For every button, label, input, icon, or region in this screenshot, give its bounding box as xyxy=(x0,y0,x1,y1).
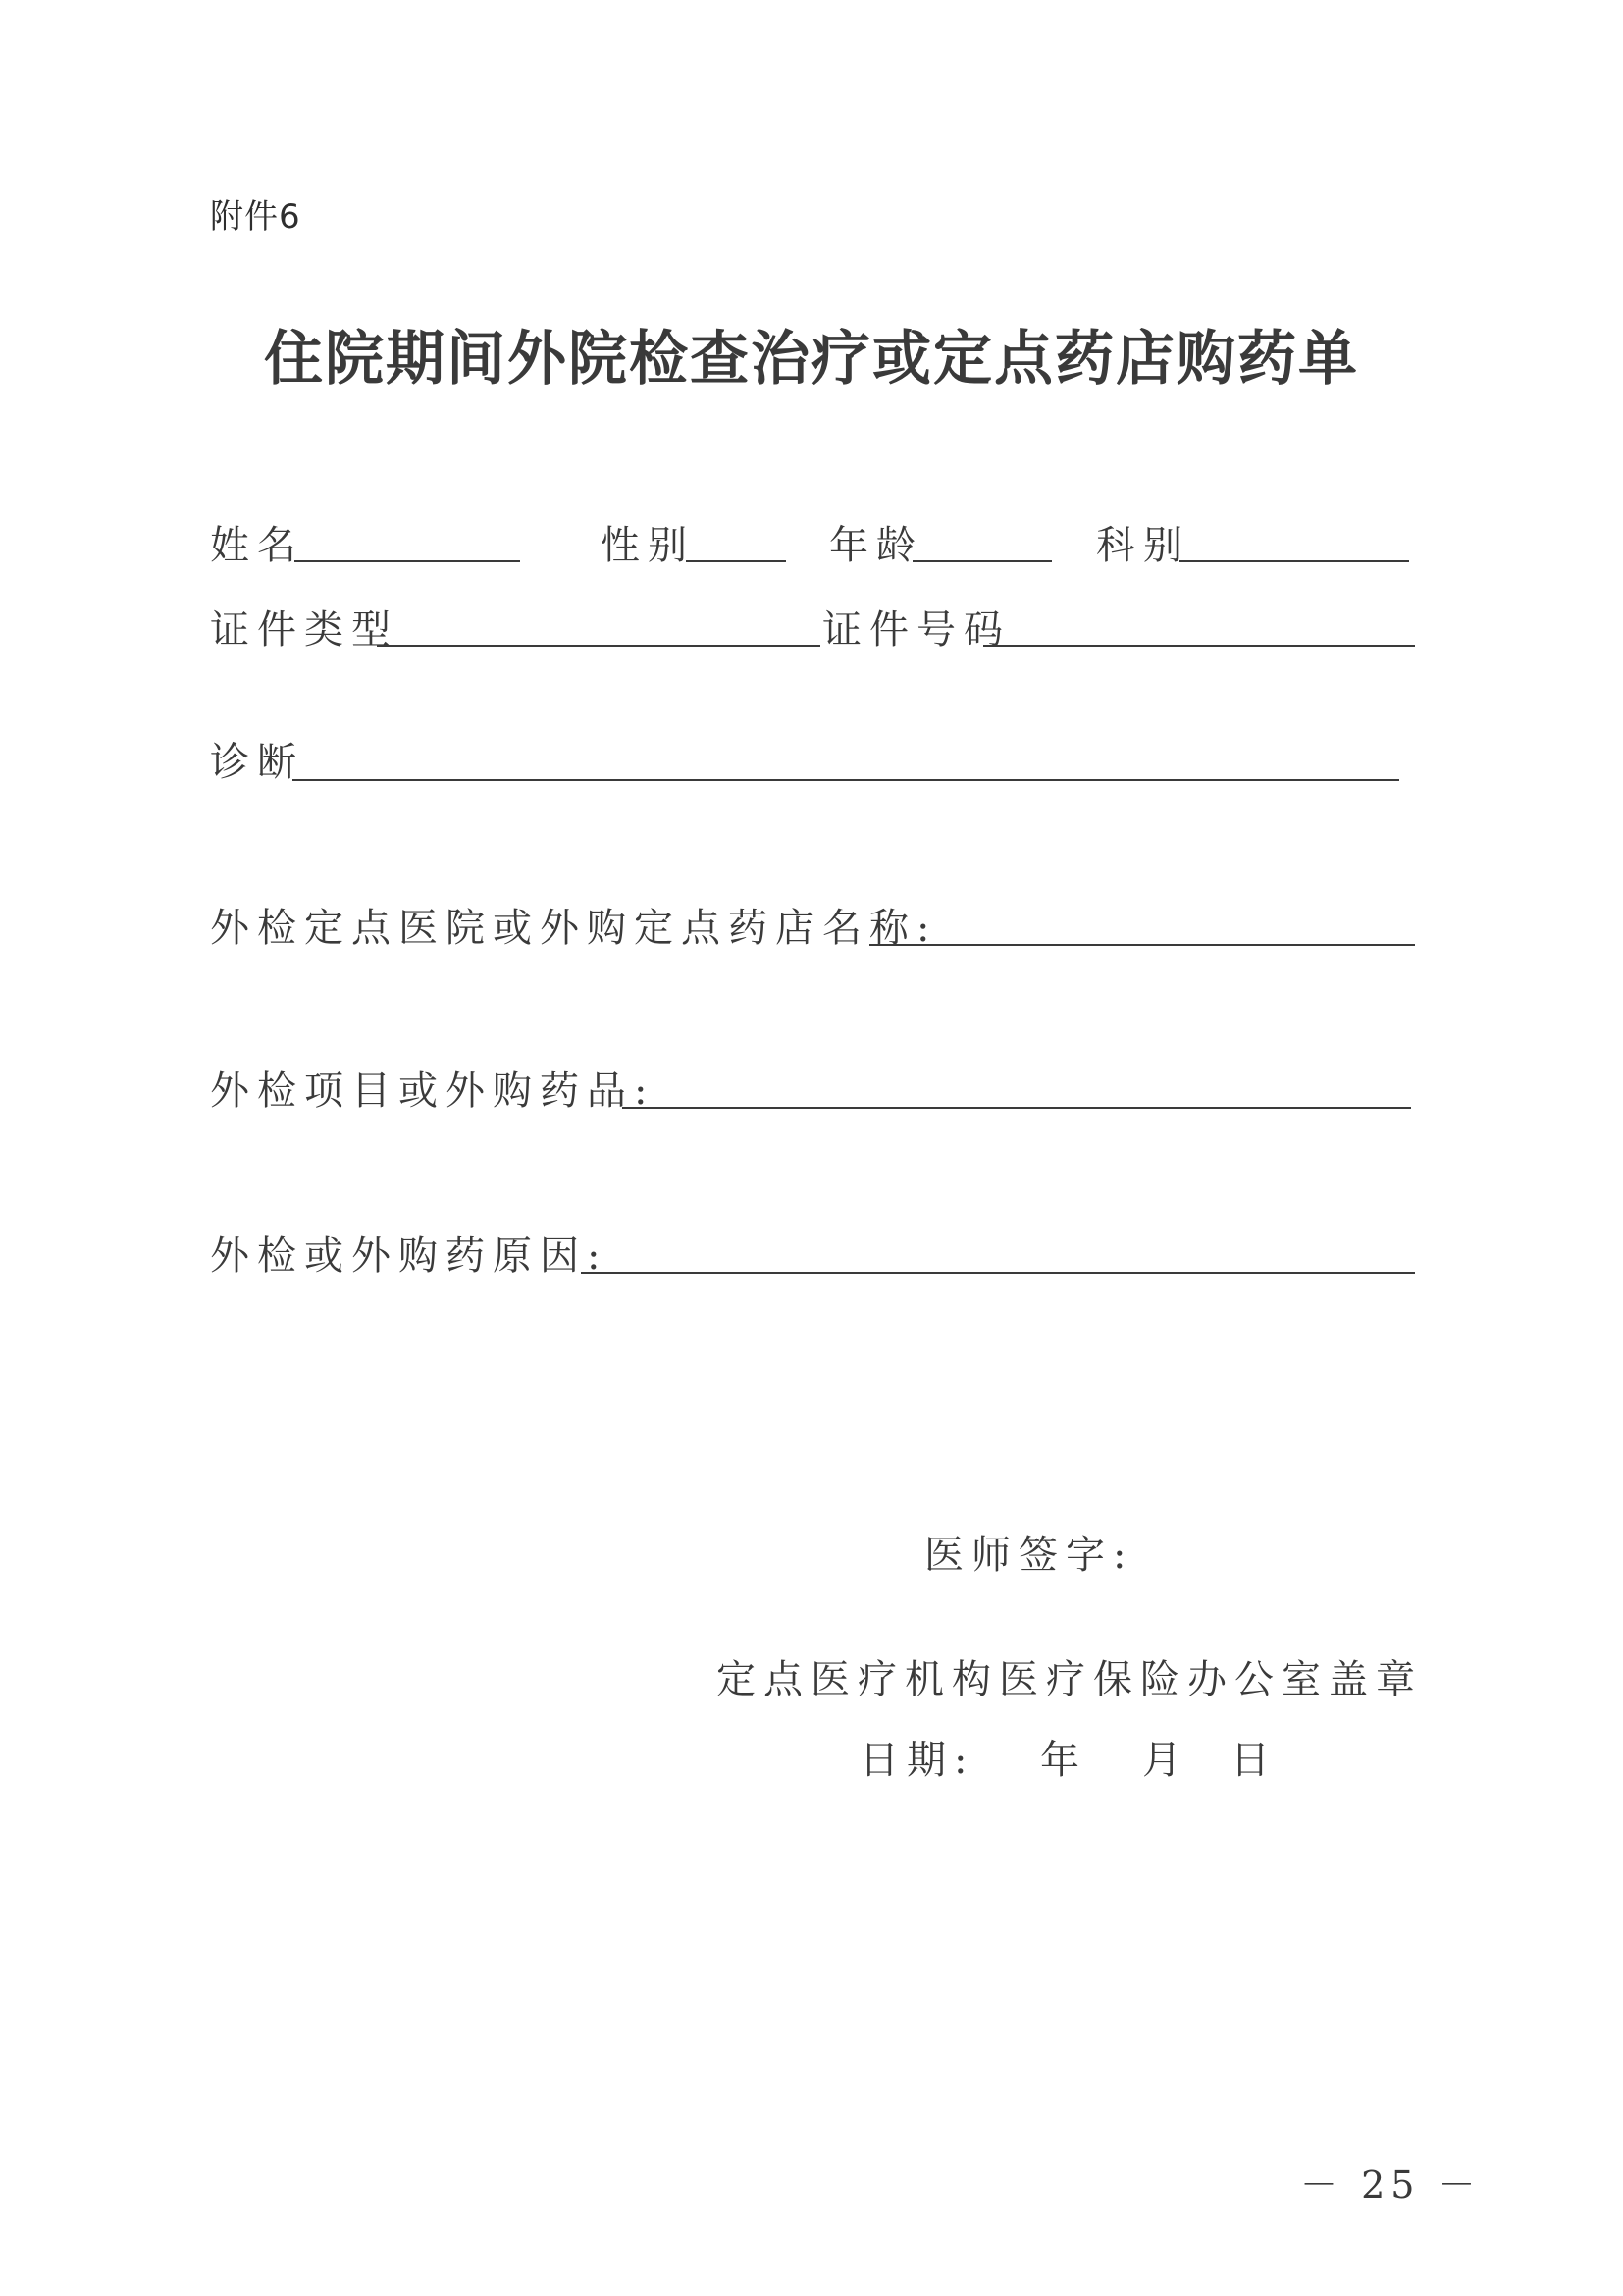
facility-label: 外检定点医院或外购定点药店名称: xyxy=(210,906,938,951)
month-label: 月 xyxy=(1142,1738,1189,1783)
facility-field[interactable] xyxy=(869,944,1415,946)
id-number-label: 证件号码 xyxy=(822,607,1011,652)
gender-label: 性别 xyxy=(601,523,695,568)
department-label: 科别 xyxy=(1096,523,1190,568)
items-label: 外检项目或外购药品: xyxy=(210,1069,655,1114)
items-field[interactable] xyxy=(622,1107,1411,1109)
doctor-signature-label: 医师签字: xyxy=(924,1533,1134,1578)
age-label: 年龄 xyxy=(829,523,923,568)
id-type-field[interactable] xyxy=(377,645,820,647)
page-number: － 25 － xyxy=(1300,2164,1482,2207)
reason-field[interactable] xyxy=(581,1272,1415,1274)
id-number-field[interactable] xyxy=(983,645,1415,647)
attachment-label: 附件6 xyxy=(210,197,301,236)
date-label: 日期: xyxy=(860,1738,975,1783)
id-type-label: 证件类型 xyxy=(210,607,398,652)
document-title: 住院期间外院检查治疗或定点药店购药单 xyxy=(264,325,1359,393)
gender-field[interactable] xyxy=(686,560,786,562)
department-field[interactable] xyxy=(1179,560,1409,562)
diagnosis-field[interactable] xyxy=(292,779,1399,781)
day-label: 日 xyxy=(1230,1738,1278,1783)
reason-label: 外检或外购药原因: xyxy=(210,1233,608,1278)
name-label: 姓名 xyxy=(210,523,304,568)
diagnosis-label: 诊断 xyxy=(210,740,304,785)
name-field[interactable] xyxy=(294,560,520,562)
age-field[interactable] xyxy=(913,560,1052,562)
year-label: 年 xyxy=(1040,1738,1087,1783)
stamp-label: 定点医疗机构医疗保险办公室盖章 xyxy=(716,1657,1423,1702)
